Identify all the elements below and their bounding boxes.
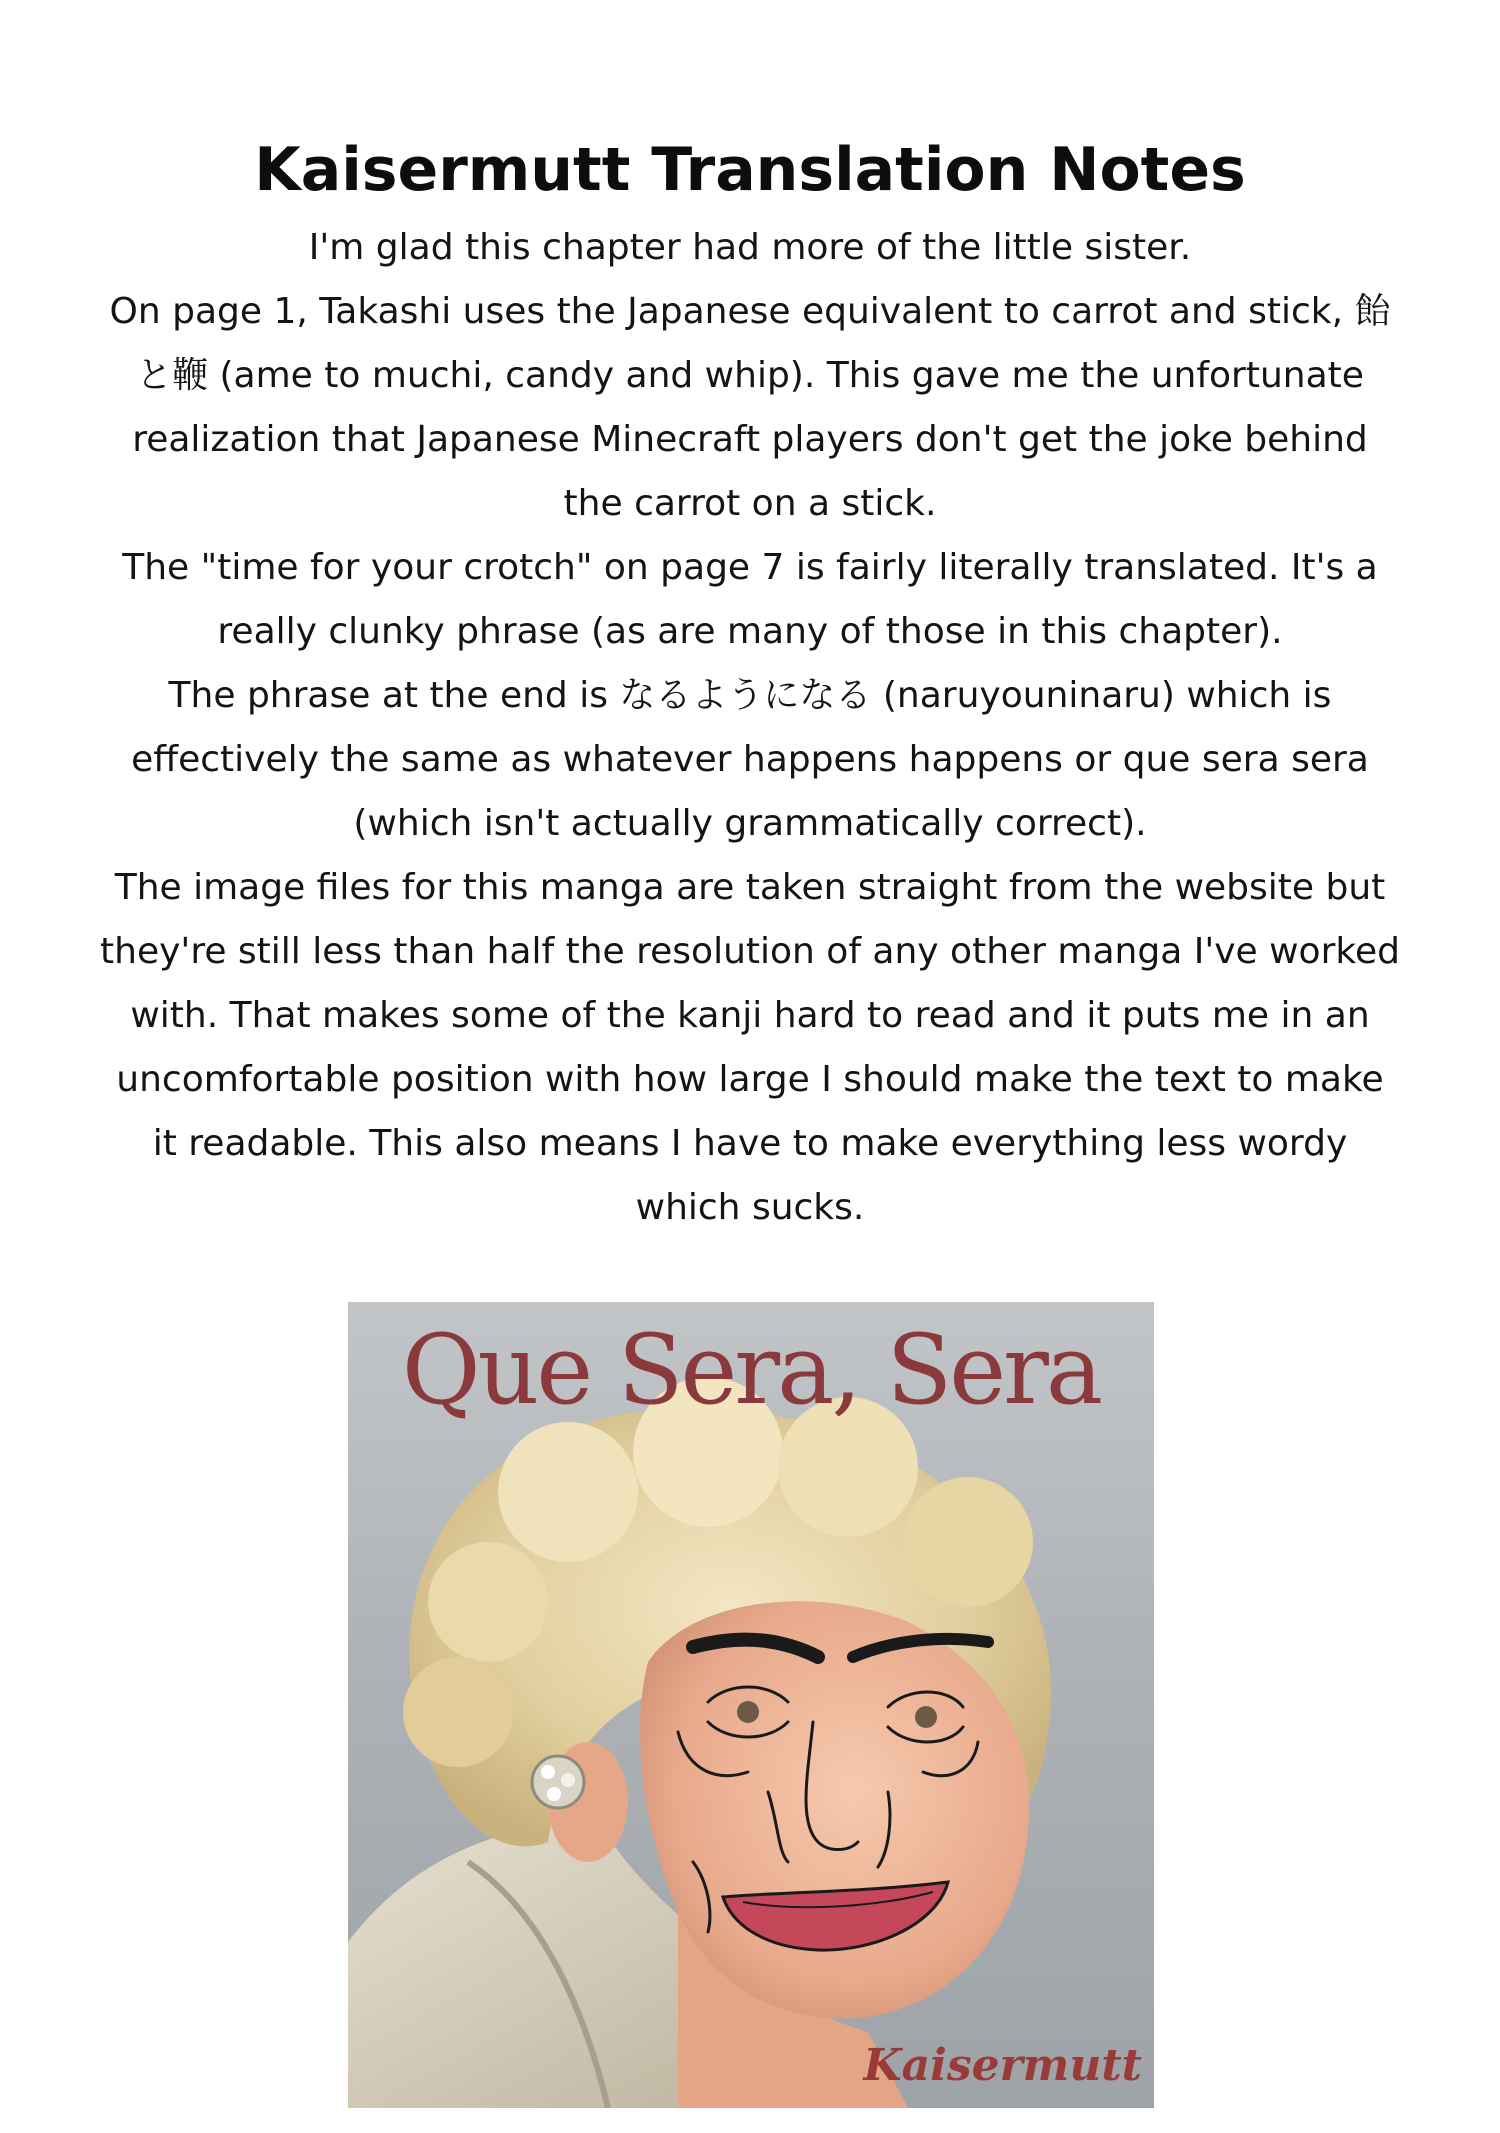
page-title: Kaisermutt Translation Notes: [254, 135, 1246, 205]
figure-signature: Kaisermutt: [863, 2040, 1142, 2091]
note-paragraph: On page 1, Takashi uses the Japanese equivalent to carrot and stick, 飴と鞭 (ame to muchi, candy and whip). This gave me the unfortunate realization that Japanese Minecraft players don't get the joke behind the carrot on a stick.: [109, 291, 1391, 524]
note-paragraph: The phrase at the end is なるようになる (naruyouninaru) which is effectively the same as whatever happens happens or que sera sera (which isn't actually grammatically correct).: [131, 675, 1369, 844]
earring-icon: [532, 1756, 584, 1808]
note-paragraph: The image files for this manga are taken straight from the website but they're still less than half the resolution of any other manga I've worked with. That makes some of the kanji hard to read and it puts me in an uncomfortable position with how large I should make the text to make it readable. This also means I have to make everything less wordy which sucks.: [100, 867, 1400, 1228]
figure-title: Que Sera, Sera: [401, 1314, 1101, 1426]
album-cover-image: [348, 1302, 1154, 2108]
notes-body: [100, 216, 1400, 1240]
note-paragraph: The "time for your crotch" on page 7 is fairly literally translated. It's a really clunky phrase (as are many of those in this chapter).: [122, 547, 1378, 652]
note-paragraph: I'm glad this chapter had more of the little sister.: [308, 227, 1192, 268]
